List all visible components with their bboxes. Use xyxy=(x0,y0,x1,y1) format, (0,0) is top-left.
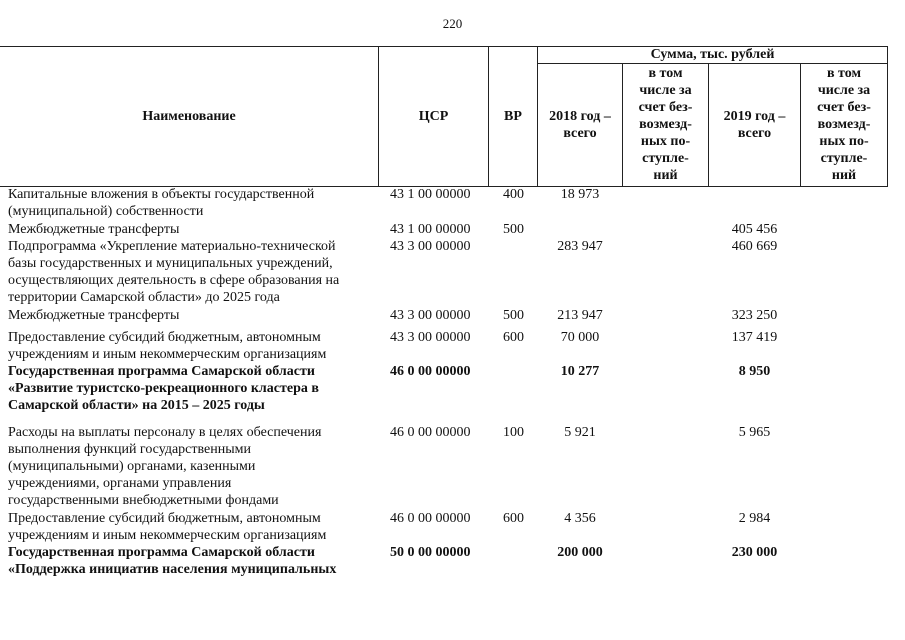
row-csr: 46 0 00 00000 xyxy=(390,511,471,526)
row-2018: 213 947 xyxy=(557,308,603,323)
row-csr: 43 3 00 00000 xyxy=(390,239,471,254)
row-name: Государственная программа Самарской области «Развитие туристско-рекреационного кластера в Самарской области» на 2015 – 2025 годы xyxy=(8,364,319,413)
row-csr: 46 0 00 00000 xyxy=(390,364,471,379)
row-csr: 43 3 00 00000 xyxy=(390,330,471,345)
row-vr: 500 xyxy=(503,222,524,237)
row-name: Государственная программа Самарской области «Поддержка инициатив населения муниципальных xyxy=(8,545,337,577)
row-name: Межбюджетные трансферты xyxy=(8,222,180,237)
row-2019: 137 419 xyxy=(731,330,778,345)
row-csr: 43 3 00 00000 xyxy=(390,308,471,323)
row-name: Межбюджетные трансферты xyxy=(8,308,180,323)
row-2018: 10 277 xyxy=(560,364,600,379)
row-2018: 283 947 xyxy=(557,239,603,254)
header-name: Наименование xyxy=(142,109,236,124)
row-2019: 8 950 xyxy=(738,364,771,379)
row-csr: 50 0 00 00000 xyxy=(390,545,471,560)
row-2019: 460 669 xyxy=(731,239,778,254)
header-sum-group: Сумма, тыс. рублей xyxy=(650,47,775,62)
header-vr: ВР xyxy=(504,109,522,124)
row-name: Предоставление субсидий бюджетным, автономным учреждениям и иным некоммерческим организациям xyxy=(8,511,327,543)
row-csr: 43 1 00 00000 xyxy=(390,187,471,202)
header-csr: ЦСР xyxy=(418,109,449,124)
header-2018-free: в том числе за счет без- возмезд- ных по- ступле- ний xyxy=(638,66,693,183)
row-name: Подпрограмма «Укрепление материально-технической базы государственных и муниципальных учреждений, осуществляющих деятельность в сфере образования на территории Самарской области» до 2025 года xyxy=(8,239,340,305)
row-csr: 43 1 00 00000 xyxy=(390,222,471,237)
row-name: Капитальные вложения в объекты государственной (муниципальной) собственности xyxy=(8,187,315,219)
row-name: Расходы на выплаты персоналу в целях обеспечения выполнения функций государственными (муниципальными) органами, казенными учреждениями, органами управления государственными внебюджетными фондами xyxy=(8,425,322,508)
row-2019: 2 984 xyxy=(738,511,771,526)
row-2019: 323 250 xyxy=(731,308,778,323)
row-vr: 100 xyxy=(503,425,524,440)
row-2018: 70 000 xyxy=(560,330,600,345)
row-2019: 405 456 xyxy=(731,222,778,237)
header-2018-total: 2018 год – всего xyxy=(549,109,611,141)
row-vr: 400 xyxy=(503,187,524,202)
row-2018: 4 356 xyxy=(564,511,596,526)
header-2019-free: в том числе за счет без- возмезд- ных по- ступле- ний xyxy=(817,66,871,183)
row-2018: 18 973 xyxy=(560,187,600,202)
row-2019: 230 000 xyxy=(731,545,778,560)
row-vr: 600 xyxy=(503,511,524,526)
row-2019: 5 965 xyxy=(738,425,771,440)
row-vr: 600 xyxy=(503,330,524,345)
row-vr: 500 xyxy=(503,308,524,323)
row-2018: 5 921 xyxy=(564,425,596,440)
row-2018: 200 000 xyxy=(557,545,603,560)
header-2019-total: 2019 год – всего xyxy=(723,109,786,141)
row-csr: 46 0 00 00000 xyxy=(390,425,471,440)
row-name: Предоставление субсидий бюджетным, автономным учреждениям и иным некоммерческим организациям xyxy=(8,330,327,362)
page-number: 220 xyxy=(442,16,463,31)
